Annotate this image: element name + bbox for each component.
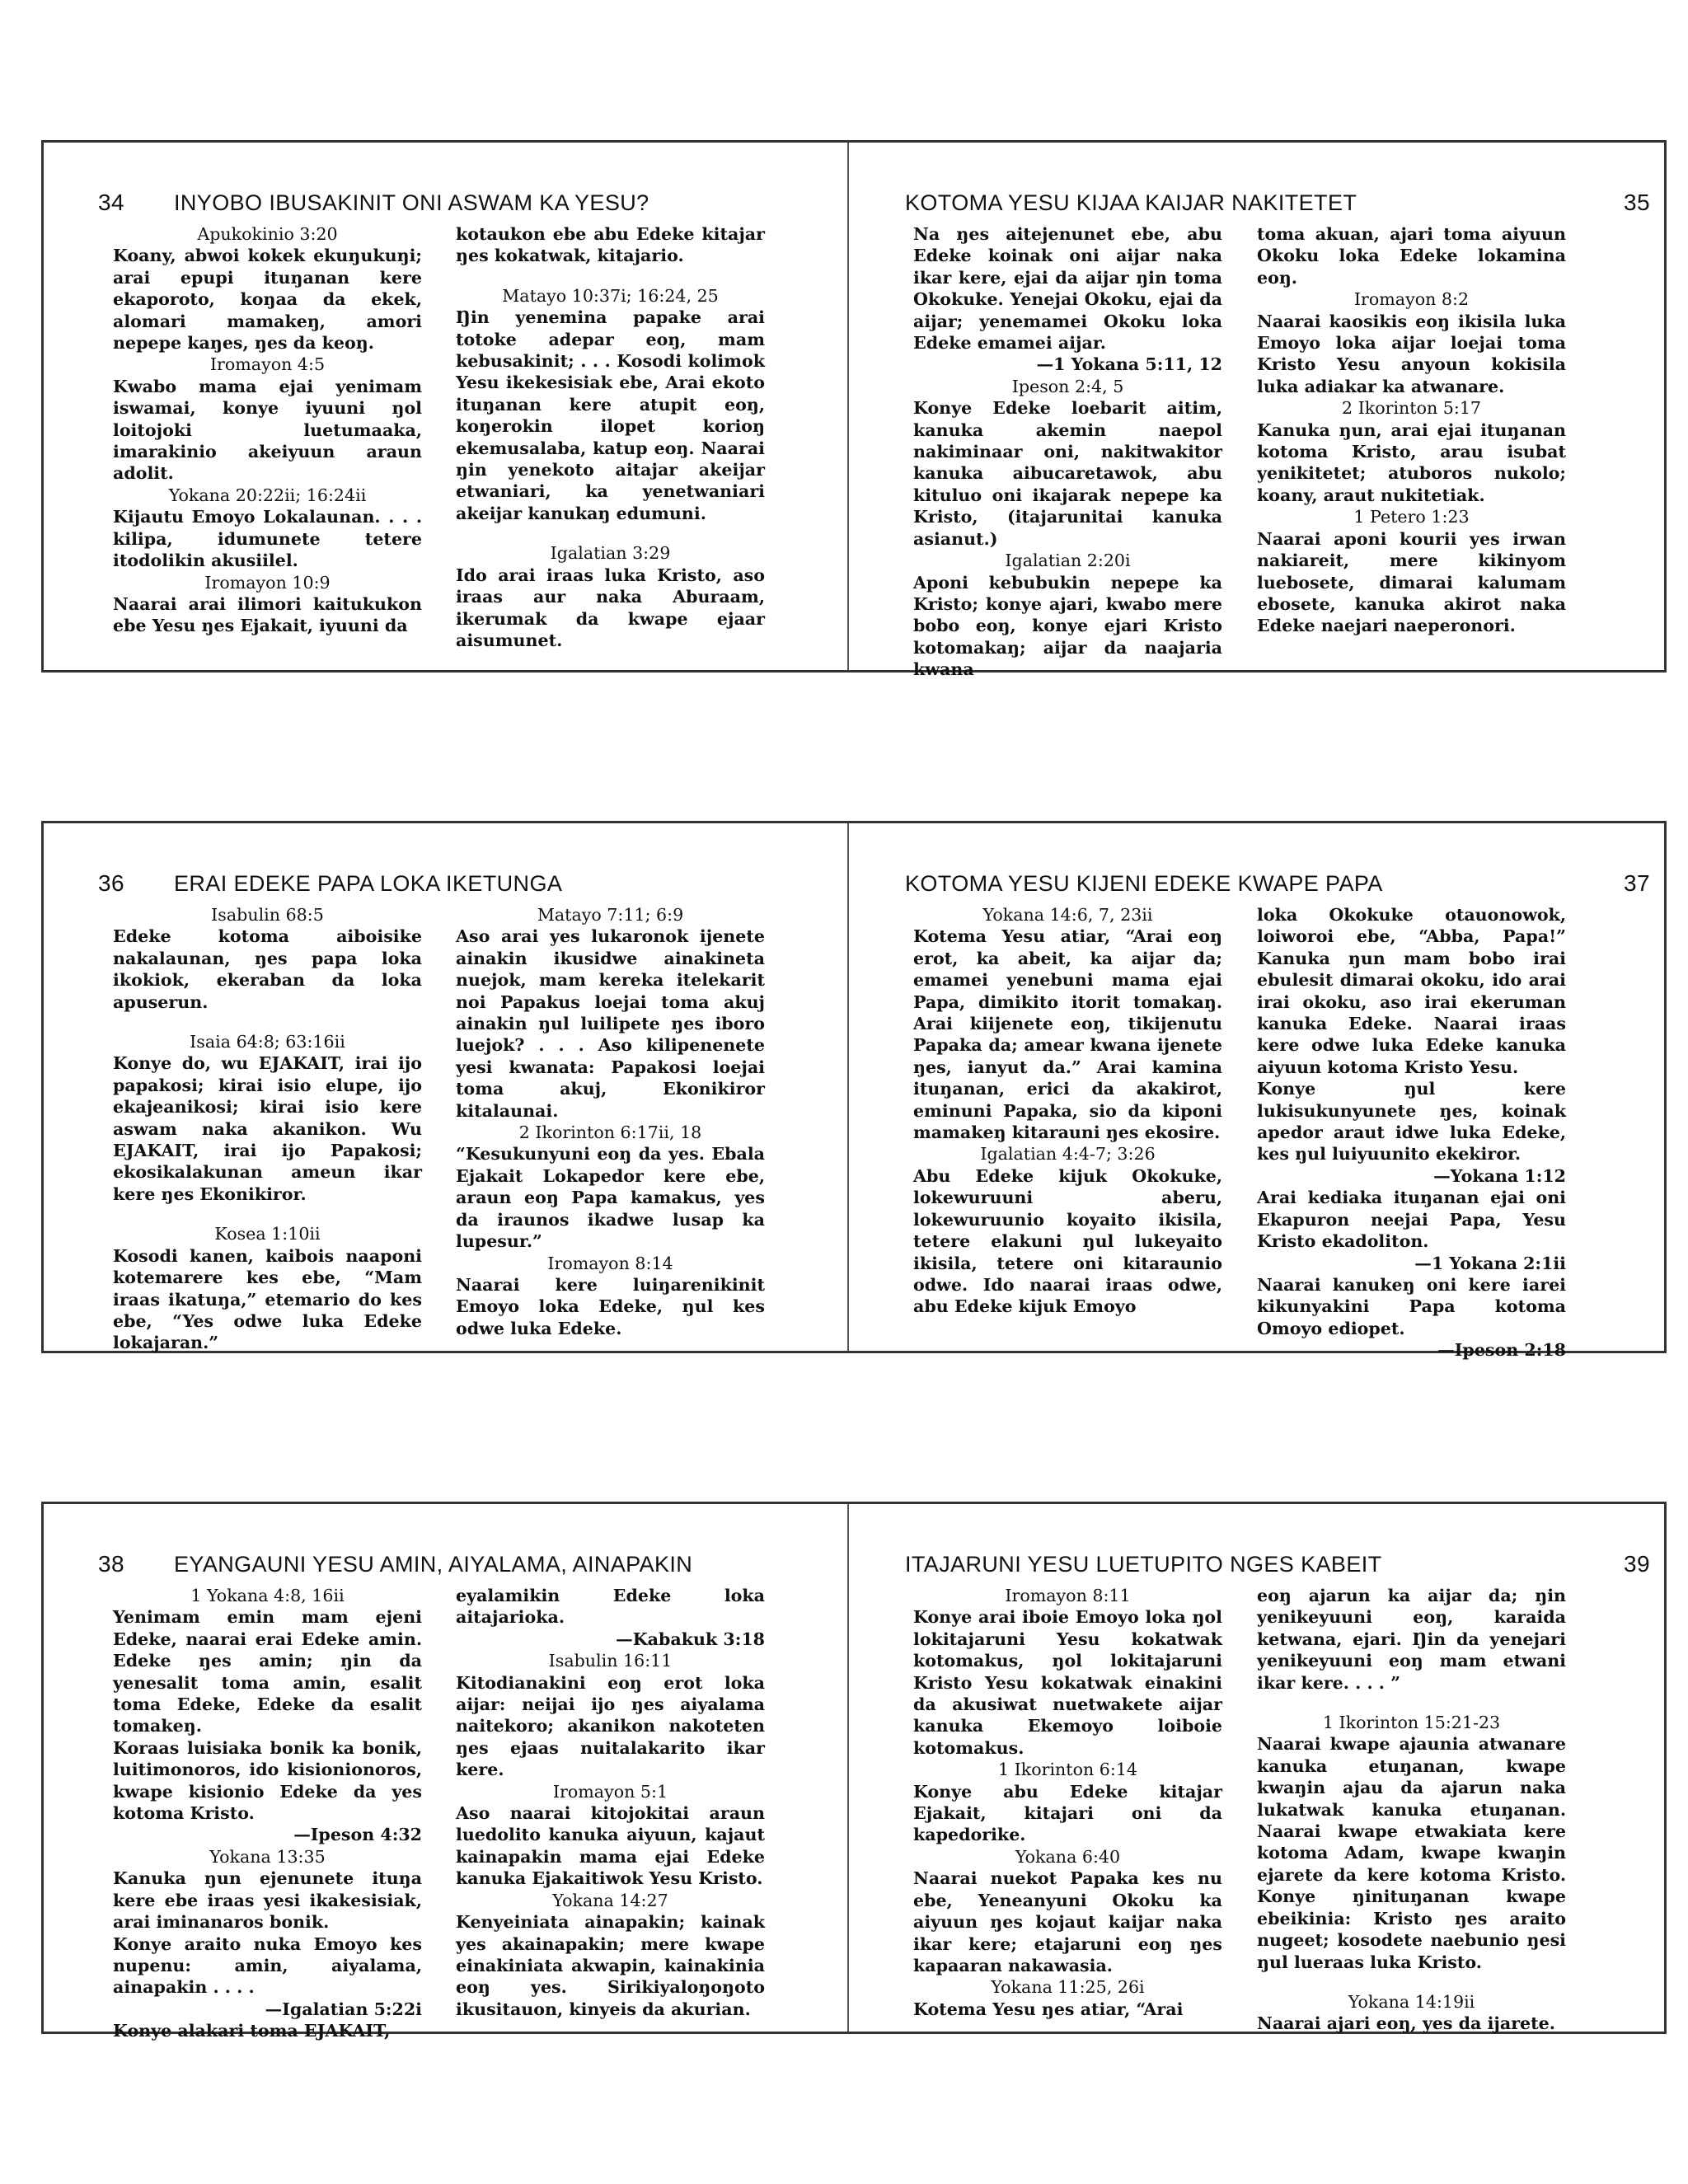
page-title: ERAI EDEKE PAPA LOKA IKETUNGA: [174, 871, 563, 896]
scripture-reference: 2 Ikorinton 6:17ii, 18: [518, 1122, 702, 1143]
running-header: [905, 1551, 1650, 1579]
verse-text: Naarai ajari eoŋ, yes da ijarete.: [1257, 2013, 1555, 2034]
verse-text: eyalamikin Edeke loka aitajarioka.: [456, 1586, 765, 1628]
verse-text: Kotema Yesu atiar, “Arai eoŋ erot, ka abeit, ka aijar da; emamei yenebuni mama ejai Papa, dimikito itorit tomakaŋ. Arai kiijenete eoŋ, tikijenutu Papaka da; amear kwana ijenete ŋes, ianyut da.” Arai kamina ituŋanan, erici da akakirot, eminuni Papaka, sio da kiponi mamakeŋ kitarauni ŋes ekosire.: [913, 926, 1222, 1143]
page-number: 34: [98, 190, 124, 215]
scripture-reference: Yokana 14:6, 7, 23ii: [982, 905, 1153, 925]
spacer: [456, 524, 765, 542]
spacer: [113, 1205, 422, 1223]
scripture-reference: Iromayon 10:9: [204, 572, 331, 593]
page-spread: [41, 821, 1667, 1361]
verse-text: loka Okokuke otauonowok, loiworoi ebe, “Abba, Papa!” Kanuka ŋun mam bobo irai ebulesit dimarai okoku, ido arai irai okoku, aso irai ekeruman kanuka Edeke. Naarai iraas kere odwe luka Edeke kanuka aiyuun kotoma Kristo Yesu.: [1257, 905, 1566, 1077]
verse-text: kotaukon ebe abu Edeke kitajar ŋes kokatwak, kitajario.: [456, 224, 765, 266]
scripture-reference: Isabulin 16:11: [548, 1651, 673, 1671]
verse-text: Ido arai iraas luka Kristo, aso iraas aur naka Aburaam, ikerumak da kwape ejaar aisumunet.: [456, 565, 765, 650]
scripture-reference: Iromayon 8:11: [1005, 1586, 1131, 1605]
page-title: KOTOMA YESU KIJENI EDEKE KWAPE PAPA: [905, 871, 1383, 896]
scripture-reference: Apukokinio 3:20: [197, 224, 338, 244]
scripture-reference: —Igalatian 5:22i: [265, 1999, 422, 2019]
scripture-reference: Igalatian 2:20i: [1005, 551, 1131, 571]
verse-text: Naarai aponi kourii yes irwan nakiareit, mere kikinyom luebosete, dimarai kalumam ebosete, kanuka akirot naka Edeke naejari naeperonori.: [1257, 528, 1566, 636]
verse-text: toma akuan, ajari toma aiyuun Okoku loka Edeke lokamina eoŋ.: [1257, 224, 1566, 288]
scripture-reference: Igalatian 3:29: [550, 543, 671, 564]
verse-text: Edeke kotoma aiboisike nakalaunan, ŋes papa loka ikokiok, ekeraban da loka apuserun.: [113, 926, 422, 1012]
verse-text: Aponi kebubukin nepepe ka Kristo; konye ajari, kwabo mere bobo eoŋ, konye ejari Kristo kotomakaŋ; aijar da naajaria kwana: [913, 572, 1222, 680]
verse-text: Konye Edeke loebarit aitim, kanuka akemin naepol nakiminaar oni, nakitwakitor kanuka aibucaretawok, abu kituluo oni ikajarak nepepe ka Kristo, (itajarunitai kanuka asianut.): [913, 398, 1222, 549]
page-number: 39: [1624, 1551, 1650, 1577]
text-column: [913, 223, 1222, 681]
text-column: [456, 1585, 765, 2020]
scripture-reference: Yokana 11:25, 26i: [991, 1977, 1145, 1998]
page-spread: [41, 1502, 1667, 2041]
page-number: 35: [1624, 190, 1650, 215]
page-right: [849, 1504, 1667, 2032]
verse-text: Koraas luisiaka bonik ka bonik, luitimonoros, ido kisionionoros, kwape kisionio Edeke da yes kotoma Kristo.: [113, 1737, 422, 1824]
running-header: [905, 870, 1650, 898]
scripture-reference: —Ipeson 4:32: [293, 1825, 422, 1845]
verse-text: Naarai nuekot Papaka kes nu ebe, Yeneanyuni Okoku ka aiyuun ŋes kojaut kaijar naka ikar kere; etajaruni eoŋ ŋes kapaaran nakawasia.: [913, 1868, 1222, 1975]
scripture-reference: Matayo 10:37i; 16:24, 25: [502, 285, 719, 306]
running-header: [905, 190, 1650, 218]
verse-text: Abu Edeke kijuk Okokuke, lokewuruuni aberu, lokewuruunio koyaito ikisila, tetere elakuni ŋul lukeyaito ikisila, tetere oni kitaraunio odwe. Ido naarai iraas odwe, abu Edeke kijuk Emoyo: [913, 1165, 1222, 1317]
text-column: [913, 1585, 1222, 2020]
page-spread: [41, 140, 1667, 680]
scripture-reference: Iromayon 4:5: [209, 354, 326, 375]
verse-text: Naarai kwape ajaunia atwanare kanuka etuŋanan, kwape kwaŋin ajau da ajarun naka lukatwak kanuka etuŋanan. Naarai kwape etwakiata kere kotoma Adam, kwape kwaŋin ejarete da kere kotoma Kristo. Konye ŋinituŋanan kwape ebeikinia: Kristo ŋes araito nugeet; kosodete naebunio ŋesi ŋul lueraas luka Kristo.: [1257, 1734, 1566, 1972]
scripture-reference: —Ipeson 2:18: [1437, 1340, 1566, 1361]
spacer: [456, 267, 765, 285]
scripture-reference: 1 Petero 1:23: [1353, 507, 1470, 527]
verse-text: Konye alakari toma EJAKAIT,: [113, 2021, 391, 2041]
text-column: [113, 223, 422, 637]
text-column: [456, 223, 765, 651]
scripture-reference: Isabulin 68:5: [211, 905, 324, 925]
scripture-reference: 1 Ikorinton 15:21-23: [1322, 1713, 1501, 1733]
verse-text: Kitodianakini eoŋ erot loka aijar: neijai ijo ŋes aiyalama naitekoro; akanikon nakoteten ŋes ejaas nuitalakarito ikar kere.: [456, 1672, 765, 1780]
scripture-reference: —1 Yokana 5:11, 12: [1036, 354, 1222, 375]
scripture-reference: Iromayon 5:1: [552, 1781, 668, 1802]
text-column: [1257, 904, 1566, 1361]
text-column: [1257, 223, 1566, 637]
text-column: [113, 1585, 422, 2042]
verse-text: Naarai kanukeŋ oni kere iarei kikunyakini Papa kotoma Omoyo ediopet.: [1257, 1274, 1566, 1338]
scripture-reference: Yokana 14:19ii: [1348, 1991, 1475, 2012]
scripture-reference: Iromayon 8:14: [547, 1253, 673, 1273]
scripture-reference: —1 Yokana 2:1ii: [1414, 1253, 1566, 1273]
verse-text: Konye arai iboie Emoyo loka ŋol lokitajaruni Yesu kokatwak kotomakus, ŋol lokitajaruni Kristo Yesu kokatwak einakini da akusiwat nuetwakete aijar kanuka Ekemoyo loiboie kotomakus.: [913, 1607, 1222, 1758]
scripture-reference: —Yokana 1:12: [1433, 1165, 1566, 1186]
verse-text: Naarai kaosikis eoŋ ikisila luka Emoyo loka aijar loejai toma Kristo Yesu anyoun kokisila luka adiakar ka atwanare.: [1257, 311, 1566, 396]
spacer: [1257, 1973, 1566, 1991]
scripture-reference: Igalatian 4:4-7; 3:26: [980, 1144, 1156, 1165]
scripture-reference: Iromayon 8:2: [1353, 289, 1470, 310]
running-header: [98, 190, 831, 218]
scripture-reference: Ipeson 2:4, 5: [1011, 376, 1124, 396]
verse-text: eoŋ ajarun ka aijar da; ŋin yenikeyuuni eoŋ, karaida ketwana, ejari. Ŋin da yenejari yenikeyuuni eoŋ mam etwani ikar kere. . . . ”: [1257, 1586, 1566, 1693]
verse-text: Aso arai yes lukaronok ijenete ainakin ikusidwe ainakineta nuejok, mam kereka itelekarit noi Papakus loejai toma akuj ainakin ŋul luilipete ŋes iboro luejok? . . . Aso kilipenenete yesi kwanata: Papakosi loejai toma akuj, Ekonikiror kitalaunai.: [456, 926, 765, 1121]
verse-text: Arai kediaka ituŋanan ejai oni Ekapuron neejai Papa, Yesu Kristo ekadoliton.: [1257, 1188, 1566, 1252]
scripture-reference: Kosea 1:10ii: [214, 1224, 321, 1244]
text-column: [1257, 1585, 1566, 2035]
verse-text: Konye abu Edeke kitajar Ejakait, kitajari oni da kapedorike.: [913, 1781, 1222, 1845]
running-header: [98, 1551, 831, 1579]
page-title: ITAJARUNI YESU LUETUPITO NGES KABEIT: [905, 1552, 1382, 1577]
page-left: [44, 143, 847, 670]
page-left: [44, 823, 847, 1351]
verse-text: Kotema Yesu ŋes atiar, “Arai: [913, 1999, 1184, 2019]
spacer: [1257, 1694, 1566, 1712]
verse-text: Kwabo mama ejai yenimam iswamai, konye iyuuni ŋol loitojoki luetumaaka, imarakinio akeiyuun araun adolit.: [113, 376, 422, 484]
spacer: [113, 1013, 422, 1031]
verse-text: Na ŋes aitejenunet ebe, abu Edeke koinak oni aijar naka ikar kere, ejai da aijar ŋin toma Okokuke. Yenejai Okoku, ejai da aijar; yenemamei Okoku loka Edeke emamei aijar.: [913, 224, 1222, 354]
verse-text: Kosodi kanen, kaibois naaponi kotemarere kes ebe, “Mam iraas ikatuŋa,” etemario do kes ebe, “Yes odwe luka Edeke lokajaran.”: [113, 1245, 422, 1353]
scripture-reference: Matayo 7:11; 6:9: [537, 905, 684, 925]
text-column: [913, 904, 1222, 1318]
scripture-reference: Yokana 20:22ii; 16:24ii: [168, 485, 367, 505]
verse-text: Kenyeiniata ainapakin; kainak yes akainapakin; mere kwape einakiniata akwapin, kainakinia eoŋ yes. Sirikiyaloŋoŋoto ikusitauon, kinyeis da akurian.: [456, 1912, 765, 2019]
verse-text: Naarai arai ilimori kaitukukon ebe Yesu ŋes Ejakait, iyuuni da: [113, 593, 422, 636]
scripture-reference: Yokana 13:35: [209, 1846, 326, 1867]
verse-text: Naarai kere luiŋarenikinit Emoyo loka Edeke, ŋul kes odwe luka Edeke.: [456, 1274, 765, 1338]
verse-text: Kijautu Emoyo Lokalaunan. . . . kilipa, idumunete tetere itodolikin akusiilel.: [113, 507, 422, 571]
text-column: [456, 904, 765, 1339]
scripture-reference: Yokana 14:27: [552, 1890, 668, 1910]
scripture-reference: 2 Ikorinton 5:17: [1341, 398, 1482, 419]
verse-text: Kanuka ŋun, arai ejai ituŋanan kotoma Kristo, arau isubat yenikitetet; atuboros nukolo; koany, araut nukitetiak.: [1257, 419, 1566, 505]
verse-text: Konye ŋul kere lukisukunyunete ŋes, koinak apedor araut idwe luka Edeke, kes ŋul luiyuunito ekekiror.: [1257, 1079, 1566, 1165]
verse-text: Koany, abwoi kokek ekuŋukuŋi; arai epupi ituŋanan kere ekaporoto, koŋaa da ekek, alomari mamakeŋ, amori nepepe kaŋes, ŋes da keoŋ.: [113, 246, 422, 354]
running-header: [98, 870, 831, 898]
verse-text: Kanuka ŋun ejenunete ituŋa kere ebe iraas yesi ikakesisiak, arai iminanaros bonik.: [113, 1868, 422, 1933]
page-number: 36: [98, 870, 124, 896]
page-title: INYOBO IBUSAKINIT ONI ASWAM KA YESU?: [174, 190, 649, 215]
page-left: [44, 1504, 847, 2041]
scripture-reference: Yokana 6:40: [1015, 1846, 1121, 1867]
page-right: [849, 143, 1667, 680]
page-number: 37: [1624, 870, 1650, 896]
verse-text: Konye do, wu EJAKAIT, irai ijo papakosi; kirai isio elupe, ijo ekajeanikosi; kirai isio kere aswam naka akanikon. Wu EJAKAIT, irai ijo Papakosi; ekosikalakunan ameun ikar kere ŋes Ekonikiror.: [113, 1053, 422, 1204]
verse-text: Yenimam emin mam ejeni Edeke, naarai erai Edeke amin. Edeke ŋes amin; ŋin da yenesalit toma amin, esalit toma Edeke, Edeke da esalit tomakeŋ.: [113, 1607, 422, 1736]
text-column: [113, 904, 422, 1354]
scripture-reference: 1 Ikorinton 6:14: [997, 1760, 1138, 1780]
verse-text: “Kesukunyuni eoŋ da yes. Ebala Ejakait Lokapedor kere ebe, araun eoŋ Papa kamakus, yes da iraunos ikadwe lusap ka lupesur.”: [456, 1144, 765, 1252]
scripture-reference: 1 Yokana 4:8, 16ii: [190, 1586, 345, 1605]
scripture-reference: —Kabakuk 3:18: [616, 1629, 765, 1649]
page-title: KOTOMA YESU KIJAA KAIJAR NAKITETET: [905, 190, 1357, 215]
verse-text: Konye araito nuka Emoyo kes nupenu: amin, aiyalama, ainapakin . . . .: [113, 1933, 422, 1998]
page-title: EYANGAUNI YESU AMIN, AIYALAMA, AINAPAKIN: [174, 1552, 693, 1577]
verse-text: Ŋin yenemina papake arai totoke adepar eoŋ, mam kebusakinit; . . . Kosodi kolimok Yesu ikekesisiak ebe, Arai ekoto ituŋanan kere atupit eoŋ, koŋerokin ilopet korioŋ ekemusalaba, katup eoŋ. Naarai ŋin yenekoto aitajar akeijar etwaniari, ka yenetwaniari akeijar kanukaŋ edumuni.: [456, 307, 765, 523]
verse-text: Aso naarai kitojokitai araun luedolito kanuka aiyuun, kajaut kainapakin mama ejai Edeke kanuka Ejakaitiwok Yesu Kristo.: [456, 1803, 765, 1889]
page-number: 38: [98, 1551, 124, 1577]
page-right: [849, 823, 1667, 1361]
scripture-reference: Isaia 64:8; 63:16ii: [190, 1032, 345, 1052]
